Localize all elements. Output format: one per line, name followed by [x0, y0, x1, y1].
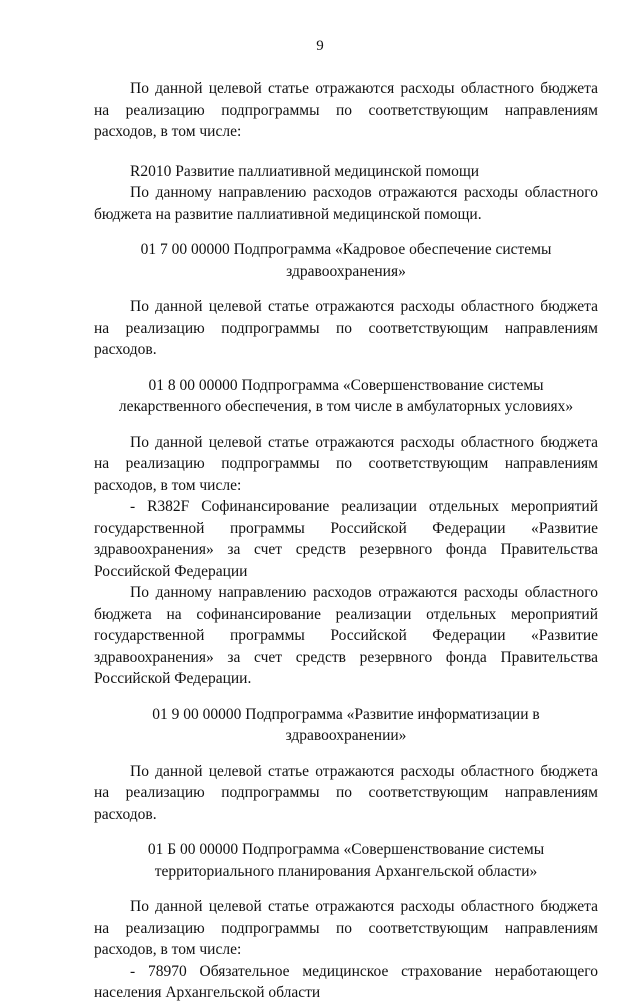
paragraph: По данной целевой статье отражаются расходы областного бюджета на реализацию подпрограммы по соответствующим направлениям расходов.	[94, 298, 598, 358]
page-number: 9	[316, 38, 324, 54]
section-heading: 01 7 00 00000 Подпрограмма «Кадровое обеспечение системы здравоохранения»	[140, 241, 552, 280]
paragraph: По данной целевой статье отражаются расходы областного бюджета на реализацию подпрограммы по соответствующим направлениям расходов, в том числе:	[94, 433, 598, 494]
paragraph: По данному направлению расходов отражаются расходы областного бюджета на развитие паллиативной медицинской помощи.	[94, 184, 598, 223]
paragraph-direction: R2010 Развитие паллиативной медицинской помощи	[130, 162, 480, 180]
document-body	[94, 78, 598, 1004]
paragraph: По данному направлению расходов отражаются расходы областного бюджета на софинансирование реализации отдельных мероприятий государственной программы Российской Федерации «Развитие здравоохранения» за счет средств резервного фонда Правительства Российской Федерации.	[94, 584, 598, 687]
section-heading: 01 8 00 00000 Подпрограмма «Совершенствование системы лекарственного обеспечения, в том числе в амбулаторных условиях»	[118, 376, 574, 415]
paragraph: По данной целевой статье отражаются расходы областного бюджета на реализацию подпрограммы по соответствующим направлениям расходов, в том числе:	[94, 80, 598, 140]
section-heading: 01 Б 00 00000 Подпрограмма «Совершенствование системы территориального планирования Архангельской области»	[147, 841, 545, 880]
paragraph-direction: - 78970 Обязательное медицинское страхование неработающего населения Архангельской области	[94, 962, 598, 1001]
paragraph: По данной целевой статье отражаются расходы областного бюджета на реализацию подпрограммы по соответствующим направлениям расходов.	[94, 762, 598, 823]
paragraph-direction: - R382F Софинансирование реализации отдельных мероприятий государственной программы Российской Федерации «Развитие здравоохранения» за счет средств резервного фонда Правительства Российской Федерации	[94, 498, 598, 580]
section-heading: 01 9 00 00000 Подпрограмма «Развитие информатизации в здравоохранении»	[152, 705, 540, 744]
paragraph: По данной целевой статье отражаются расходы областного бюджета на реализацию подпрограммы по соответствующим направлениям расходов, в том числе:	[94, 898, 598, 958]
